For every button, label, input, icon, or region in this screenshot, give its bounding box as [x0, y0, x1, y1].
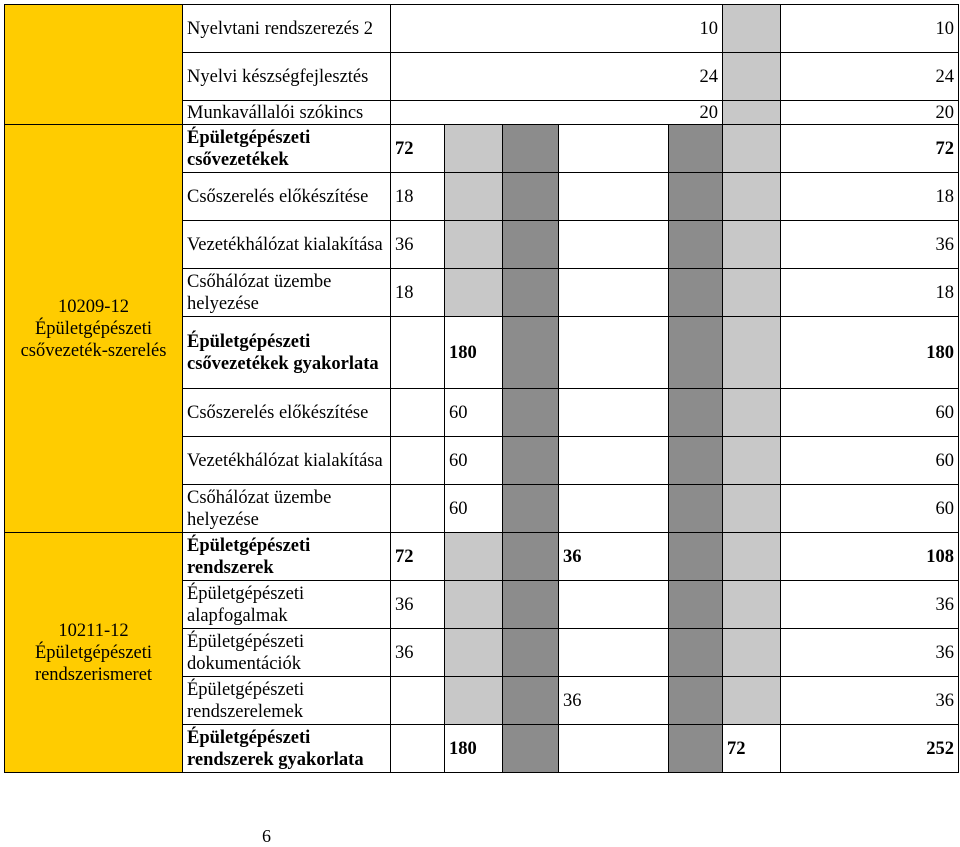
- subject-cell: Vezetékhálózat kialakítása: [183, 437, 391, 485]
- module-cell: [5, 533, 183, 773]
- total-cell: 20: [781, 101, 959, 125]
- curriculum-table: [4, 4, 959, 773]
- hours-cell: 180: [445, 725, 503, 773]
- shaded-cell: [723, 53, 781, 101]
- hours-cell: 10: [391, 5, 723, 53]
- subject-cell: Vezetékhálózat kialakítása: [183, 221, 391, 269]
- shaded-cell: [723, 5, 781, 53]
- subject-cell: Csőszerelés előkészítése: [183, 389, 391, 437]
- page-number: 6: [262, 826, 271, 846]
- subject-cell: Épületgépészeti rendszerelemek: [183, 677, 391, 725]
- module-code: 10211-12: [58, 620, 129, 641]
- hours-cell: 36: [391, 581, 445, 629]
- total-cell: 108: [781, 533, 959, 581]
- hours-cell: 18: [391, 173, 445, 221]
- hours-cell: 60: [445, 485, 503, 533]
- subject-cell: Csőhálózat üzembe helyezése: [183, 485, 391, 533]
- module-name: Épületgépészeti rendszerismeret: [34, 642, 153, 685]
- module-cell: [5, 125, 183, 533]
- subject-cell: Épületgépészeti dokumentációk: [183, 629, 391, 677]
- hours-cell: 20: [391, 101, 723, 125]
- table-row: [5, 125, 959, 173]
- hours-cell: 24: [391, 53, 723, 101]
- module-code: 10209-12: [58, 296, 129, 317]
- total-cell: 60: [781, 389, 959, 437]
- subject-cell: Csőszerelés előkészítése: [183, 173, 391, 221]
- subject-cell: Csőhálózat üzembe helyezése: [183, 269, 391, 317]
- subject-cell: Munkavállalói szókincs: [183, 101, 391, 125]
- table-row: [5, 533, 959, 581]
- hours-cell: 72: [391, 533, 445, 581]
- hours-cell: 180: [445, 317, 503, 389]
- table-row: [5, 5, 959, 53]
- total-cell: 252: [781, 725, 959, 773]
- total-cell: 36: [781, 581, 959, 629]
- total-cell: 24: [781, 53, 959, 101]
- module-cell: [5, 5, 183, 125]
- subject-cell: Épületgépészeti csővezetékek gyakorlata: [183, 317, 391, 389]
- subject-cell: Épületgépészeti csővezetékek: [183, 125, 391, 173]
- subject-cell: Épületgépészeti rendszerek gyakorlata: [183, 725, 391, 773]
- total-cell: 10: [781, 5, 959, 53]
- subject-cell: Nyelvi készségfejlesztés: [183, 53, 391, 101]
- total-cell: 60: [781, 437, 959, 485]
- hours-cell: 60: [445, 389, 503, 437]
- total-cell: 36: [781, 677, 959, 725]
- total-cell: 60: [781, 485, 959, 533]
- hours-cell: 72: [391, 125, 445, 173]
- shaded-cell: [723, 101, 781, 125]
- hours-cell: 36: [391, 629, 445, 677]
- hours-cell: 60: [445, 437, 503, 485]
- total-cell: 72: [781, 125, 959, 173]
- subject-cell: Nyelvtani rendszerezés 2: [183, 5, 391, 53]
- subject-cell: Épületgépészeti alapfogalmak: [183, 581, 391, 629]
- total-cell: 180: [781, 317, 959, 389]
- hours-cell: 36: [559, 677, 669, 725]
- total-cell: 36: [781, 221, 959, 269]
- total-cell: 36: [781, 629, 959, 677]
- total-cell: 18: [781, 173, 959, 221]
- hours-cell: 18: [391, 269, 445, 317]
- subject-cell: Épületgépészeti rendszerek: [183, 533, 391, 581]
- hours-cell: 36: [559, 533, 669, 581]
- total-cell: 18: [781, 269, 959, 317]
- hours-cell: 72: [723, 725, 781, 773]
- module-name: Épületgépészeti csővezeték-szerelés: [20, 318, 167, 361]
- hours-cell: 36: [391, 221, 445, 269]
